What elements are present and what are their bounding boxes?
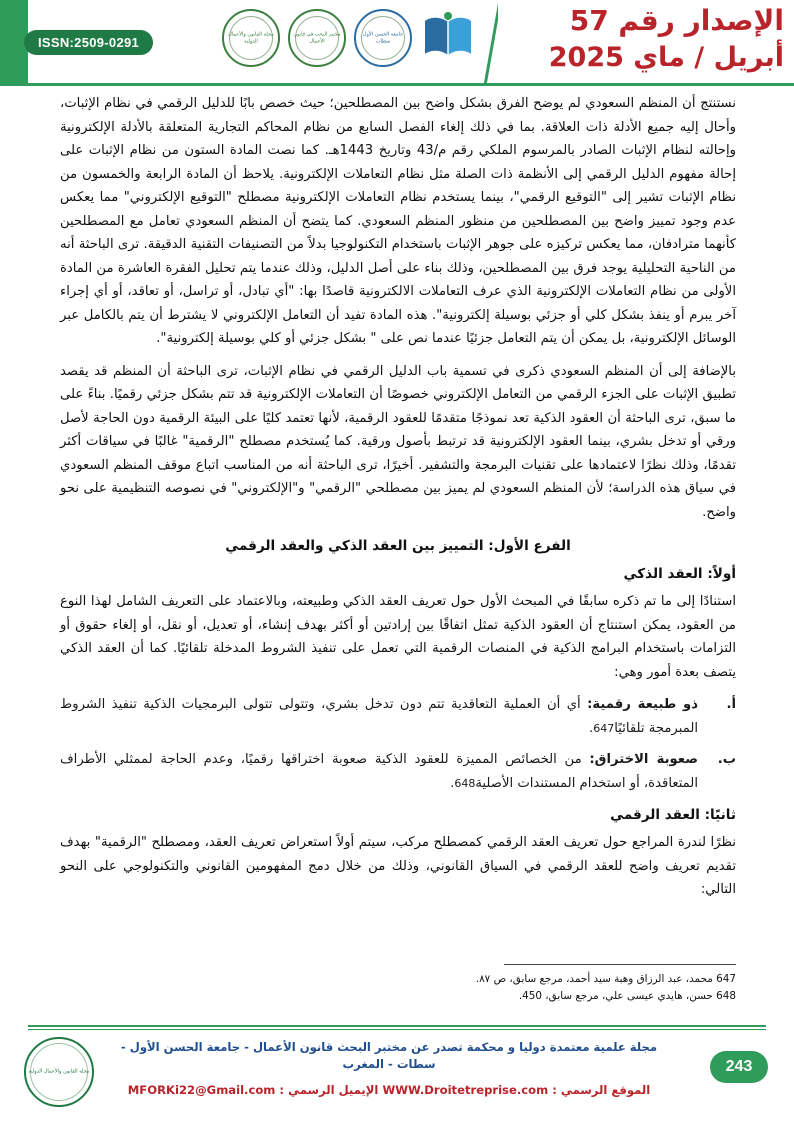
list-item-lead: صعوبة الاختراق:	[589, 752, 698, 767]
page-header	[0, 0, 794, 86]
list-item-text: أي أن العملية التعاقدية تتم دون تدخل بشري، وتتولى تتولى البرمجيات الذكية تنفيذ الشروط المبرمجة تلقائيًا	[60, 697, 698, 736]
seal-text: مختبر البحث في قانون الأعمال	[293, 31, 341, 44]
paragraph-smart-contract: استنادًا إلى ما تم ذكره سابقًا في المبحث الأول حول تعريف العقد الذكي وطبيعته، وبالاعتماد على التعريف الشامل لهذا النوع من العقود، يمكن استنتاج أن العقود الذكية تمثل اتفاقًا بين إرادتين أو أكثر بهدف إنشاء، أو تعديل، أو نقل، أو إلغاء حقوق أو التزامات باستخدام البرامج الذكية في المنصات الرقمية التي تعمل على تنفيذ الشروط المدخلة تلقائيًا. كما أن العقد الذكي يتصف بعدة أمور وهي:	[60, 594, 736, 680]
footer-rule-top	[28, 1025, 766, 1027]
seal-university-icon	[354, 9, 412, 67]
section-heading-branch-one: الفرع الأول: التمييز بين العقد الذكي والعقد الرقمي	[225, 538, 571, 554]
issn-badge: ISSN:2509-0291	[24, 30, 153, 55]
page-footer	[0, 1019, 794, 1123]
document-body	[60, 92, 736, 911]
list-item-marker: أ.	[726, 697, 736, 712]
list-item-marker: ب.	[717, 752, 736, 767]
header-logo-row	[222, 8, 476, 68]
footer-seal-icon	[24, 1037, 94, 1107]
footer-email-label: الإيميل الرسمي :	[279, 1082, 379, 1097]
paragraph-2: بالإضافة إلى أن المنظم السعودي ذكرى في تسمية باب الدليل الرقمي في نظام الإثبات، ترى الباحثة أن المنظم قد يقصد تطبيق الإثبات على الجزء الرقمي من التعامل الإلكتروني خصوصًا أن التعاملات الإلكترونية قد تتم بشكل جزئي رقميًا. بناءً على ما سبق، ترى الباحثة أن العقود الذكية تعد نموذجًا متقدمًا للعقود الرقمية، لأنها تعتمد كليًا على البيئة الرقمية دون الحاجة لأصل ورقي أو تدخل بشري، بينما العقود الإلكترونية قد ترتبط بأصول ورقية. كما يُستخدم مصطلح "الرقمية" غالبًا في سياقات أكثر تقدمًا، وذلك نظرًا لاعتمادها على تقنيات البرمجة والتشفير. أخيرًا، ترى الباحثة أنه من المناسب اتباع موقف المنظم السعودي في سياق هذه الدراسة؛ لأن المنظم السعودي لم يميز بين مصطلحي "الرقمي" و"الإلكتروني" في نصوصه التنظيمية على نحو واضح.	[60, 363, 736, 520]
header-bottom-rule	[0, 83, 794, 86]
list-item	[60, 748, 736, 795]
footer-email-address[interactable]: MFORKi22@Gmail.com	[127, 1082, 276, 1097]
footer-text-block	[100, 1039, 678, 1099]
list-item-lead: ذو طبيعة رقمية:	[587, 697, 699, 712]
footer-rule-bottom	[28, 1029, 766, 1030]
section-heading-smart-contract: أولاً: العقد الذكي	[623, 566, 736, 582]
paragraph-1: نستنتج أن المنظم السعودي لم يوضح الفرق بشكل واضح بين المصطلحين؛ حيث خصص بابًا للدليل الرقمي في نظام الإثبات، وأحال إليه جميع الأدلة ذات العلاقة. بما في ذلك إلغاء الفصل السابع من نظام المحاكم التجارية المتعلقة بالأدلة الإلكترونية وإحالته لنظام الإثبات الصادر بالمرسوم الملكي رقم م/43 وتاريخ 1443هـ. كما نصت المادة الستون من نظام الإثبات على إحالة مفهوم الدليل الرقمي إلى الأنظمة ذات الصلة مثل نظام التعاملات الإلكترونية. يلاحظ أن المادة الرابعة والخمسون من نظام الإثبات تشير إلى "التوقيع الرقمي"، بينما يستخدم نظام التعاملات الإلكترونية مصطلح "التوقيع الإلكتروني" مما يعكس عدم وجود تمييز واضح بين المصطلحين من منظور المنظم السعودي. كما يتضح أن المنظم السعودي تعامل مع المصطلحين كأنهما مترادفان، مما يعكس تركيزه على جوهر الإثبات باستخدام التكنولوجيا بدلاً من التصنيفات التقنية الدقيقة. ترى الباحثة أنه من الناحية التحليلية يوجد فرق بين المصطلحين، وذلك بناء على أصل الدليل، وذلك عندما يتم تحليل الفقرة العاشرة من المادة الأولى من نظام التعاملات الإلكترونية الذي عرف التعاملات الالكترونية قاصدًا بها: "أي تبادل، أو تراسل، أو تعاقد، أو أي إجراء آخر يبرم أو ينفذ بشكل كلي أو جزئي بوسيلة إلكترونية". هذه المادة تفيد أن التعامل الإلكتروني لا يشترط أن يتم بالكامل عبر الوسائل الإلكترونية، بل يمكن أن يتم التعامل جزئيًا عندما نص على " بشكل جزئي أو كلي بوسيلة إلكترونية".	[60, 96, 736, 346]
open-book-icon	[420, 8, 476, 68]
seal-text: مجلة القانون والأعمال الدولية	[228, 31, 274, 44]
footer-site-label: الموقع الرسمي :	[552, 1082, 651, 1097]
section-heading-digital-contract: ثانيًا: العقد الرقمي	[610, 807, 736, 823]
list-item	[60, 693, 736, 740]
footnote-ref-648: 648	[454, 776, 476, 790]
issue-label: الإصدار رقم 57	[569, 4, 784, 37]
seal-law-business-icon	[222, 9, 280, 67]
footnotes-block	[60, 964, 736, 1005]
seal-scales-icon	[288, 9, 346, 67]
seal-text: جامعة الحسن الأول سطات	[362, 31, 404, 44]
list-item-tail: .	[589, 720, 594, 736]
list-item-body	[60, 748, 698, 795]
header-issue-block	[498, 0, 794, 86]
paragraph-digital-contract: نظرًا لندرة المراجع حول تعريف العقد الرقمي كمصطلح مركب، سيتم أولاً استعراض تعريف العقد، ومصطلح "الرقمية" بهدف تقديم تعريف واضح للعقد الرقمي في السياق القانوني، وذلك من خلال دمج المفهومين القانوني والتكنولوجي على النحو التالي:	[60, 835, 736, 897]
footnote-648: 648 حسن، هايدي عيسى علي، مرجع سابق، 450.	[518, 989, 736, 1002]
footer-seal-text: مجلة القانون والأعمال الدولية	[28, 1068, 90, 1075]
footer-journal-line: مجلة علمية معتمدة دوليا و محكمة تصدر عن مختبر البحث قانون الأعمال - جامعة الحسن الأول - سطات - المغرب	[120, 1039, 658, 1072]
list-item-body	[60, 693, 698, 740]
footnote-647: 647 محمد، عبد الرزاق وهبة سيد أحمد، مرجع سابق، ص ٨٧.	[475, 972, 736, 985]
footer-contact-line	[100, 1082, 678, 1099]
page-number-badge: 243	[710, 1051, 768, 1083]
list-item-tail: .	[450, 775, 455, 791]
footnote-ref-647: 647	[593, 721, 615, 735]
footnote-separator	[504, 964, 736, 965]
issue-date: أبريل / ماي 2025	[548, 42, 784, 73]
footer-site-url[interactable]: WWW.Droitetreprise.com	[382, 1082, 549, 1097]
list-item-text: من الخصائص المميزة للعقود الذكية صعوبة اختراقها رقميًا، وعدم الحاجة لممثلي الأطراف المتعاقدة، أو استخدام المستندات الأصلية	[60, 752, 698, 791]
